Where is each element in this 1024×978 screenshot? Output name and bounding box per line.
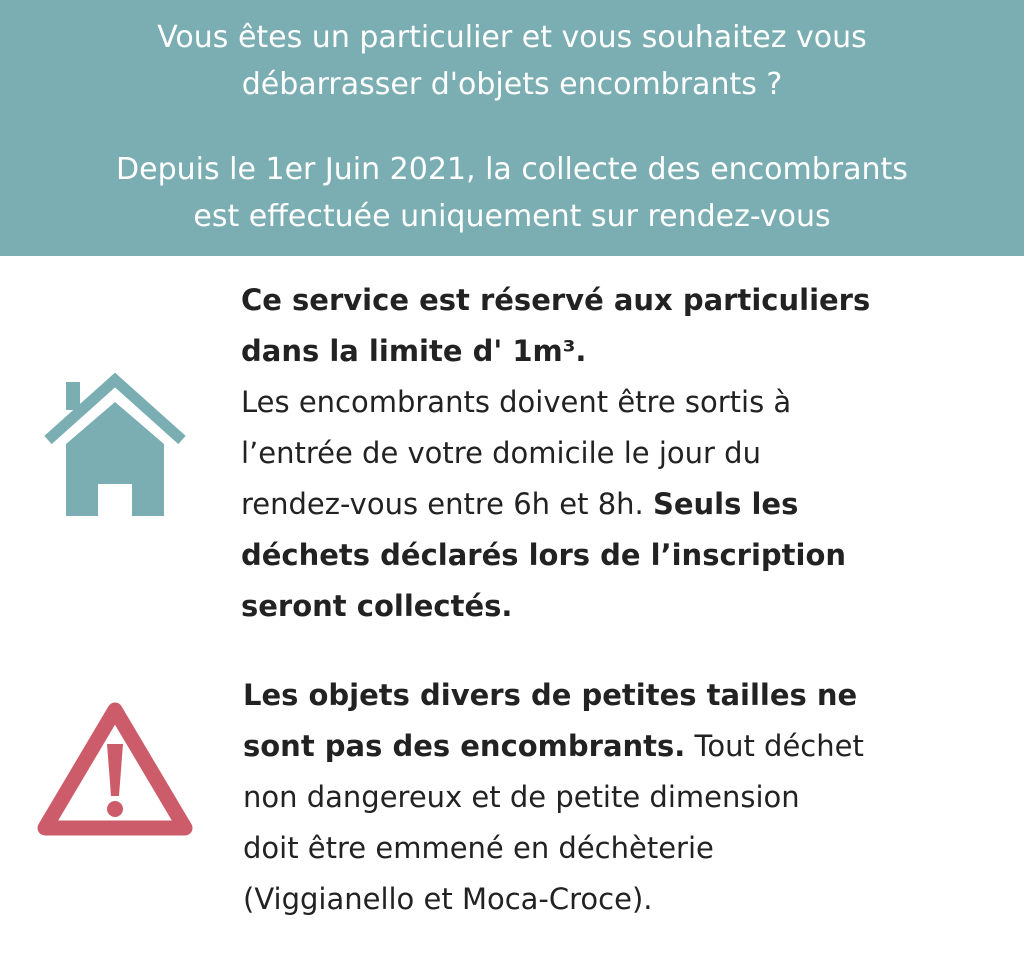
warning-text-line: doit être emmené en déchèterie — [243, 831, 714, 865]
warning-bold-text: sont pas des encombrants. — [243, 729, 686, 763]
notice-line: Depuis le 1er Juin 2021, la collecte des encombrants — [116, 152, 908, 187]
declared-waste-text: seront collectés. — [241, 589, 513, 623]
service-text-line: l’entrée de votre domicile le jour du — [241, 436, 761, 470]
warning-text: Tout déchet — [694, 729, 864, 763]
intro-question — [0, 0, 1024, 108]
notice-line: est effectuée uniquement sur rendez-vous — [193, 199, 831, 234]
house-icon — [40, 372, 190, 522]
service-reserved-text: Ce service est réservé aux particuliers — [241, 283, 871, 317]
warning-icon — [34, 698, 196, 840]
schedule-text: rendez-vous entre 6h et 8h. — [241, 487, 644, 521]
intro-line: Vous êtes un particulier et vous souhaitez vous — [157, 20, 867, 55]
header-banner — [0, 0, 1024, 256]
appointment-notice — [0, 146, 1024, 240]
service-info — [241, 275, 1001, 632]
recycling-centers-text: (Viggianello et Moca-Croce). — [243, 882, 653, 916]
warning-bold-text: Les objets divers de petites tailles ne — [243, 678, 858, 712]
declared-waste-text: déchets déclarés lors de l’inscription — [241, 538, 847, 572]
declared-waste-text: Seuls les — [652, 487, 799, 521]
intro-line: débarrasser d'objets encombrants ? — [241, 67, 783, 102]
service-text-line: Les encombrants doivent être sortis à — [241, 385, 792, 419]
small-items-warning — [243, 670, 1003, 925]
volume-limit-text: dans la limite d' 1m³. — [241, 334, 587, 368]
warning-text-line: non dangereux et de petite dimension — [243, 780, 800, 814]
